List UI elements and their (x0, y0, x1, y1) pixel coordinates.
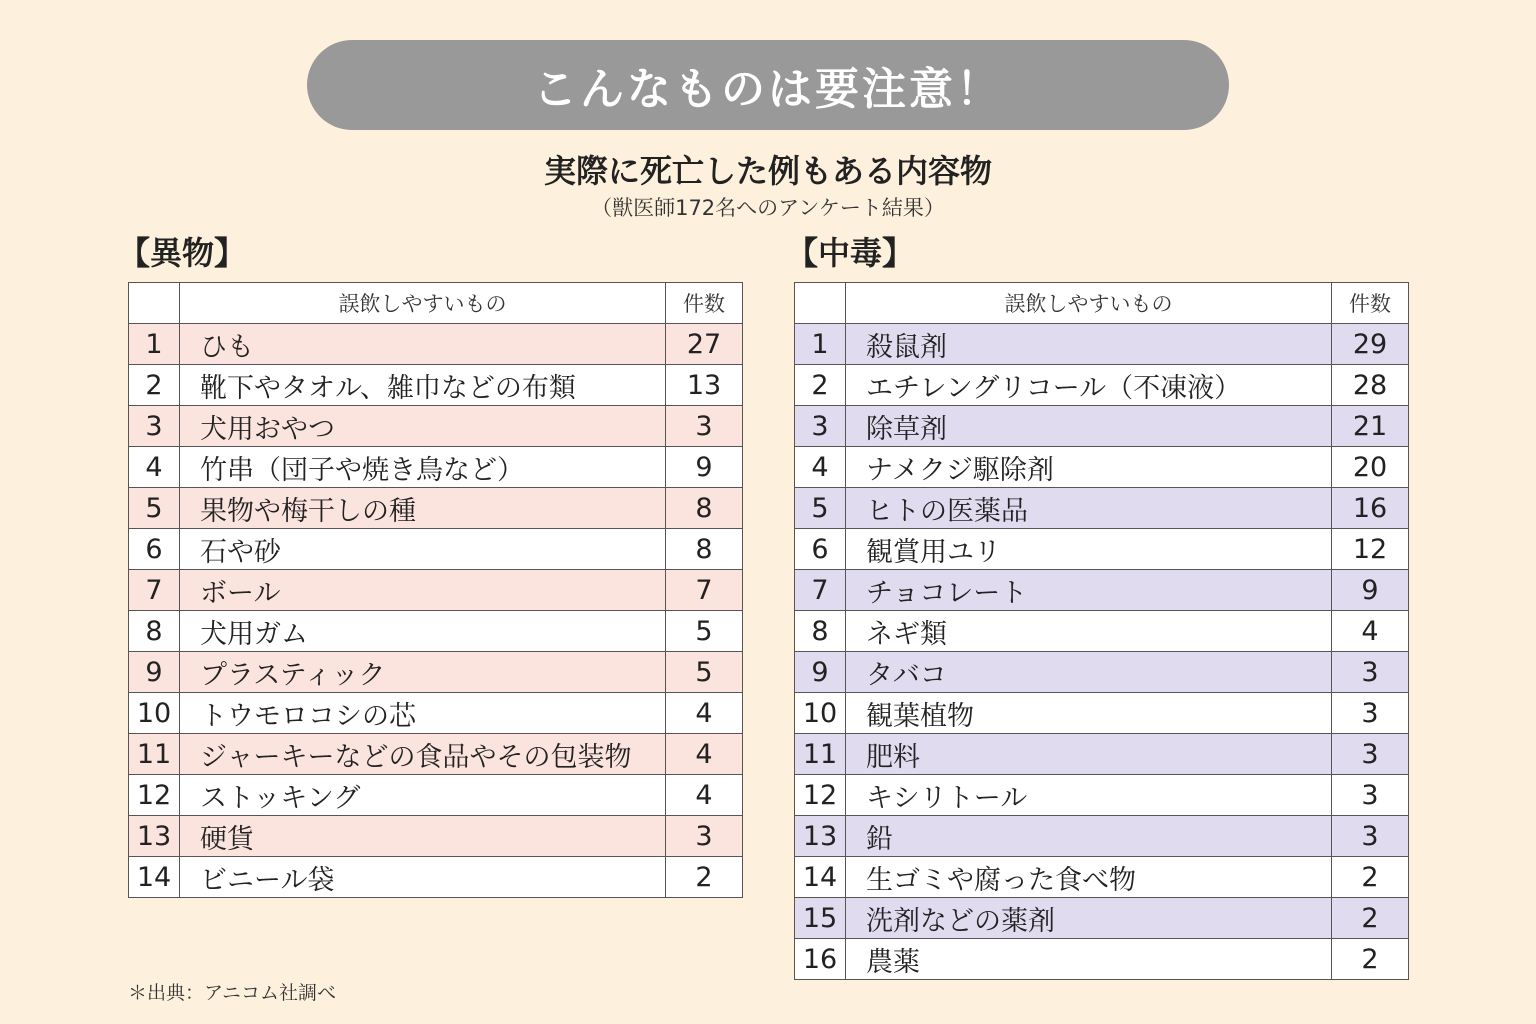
item-count: 3 (1332, 652, 1409, 693)
banner-title: こんなものは要注意！ (533, 64, 1003, 115)
item-count: 3 (1332, 775, 1409, 816)
item-name: 洗剤などの薬剤 (846, 898, 1332, 939)
table-row (795, 488, 1409, 529)
table-row (129, 529, 743, 570)
table-row (795, 570, 1409, 611)
table-row (795, 734, 1409, 775)
item-count: 4 (666, 734, 743, 775)
item-count: 16 (1332, 488, 1409, 529)
table-row (795, 611, 1409, 652)
item-count: 4 (666, 693, 743, 734)
item-count: 3 (1332, 816, 1409, 857)
item-name: 肥料 (846, 734, 1332, 775)
rank-number: 10 (129, 693, 180, 734)
table-row (129, 611, 743, 652)
table-header-row (795, 283, 1409, 324)
rank-number: 3 (129, 406, 180, 447)
rank-number: 10 (795, 693, 846, 734)
table-row (129, 693, 743, 734)
rank-number: 6 (129, 529, 180, 570)
table-row (795, 406, 1409, 447)
rank-number: 13 (129, 816, 180, 857)
rank-number: 4 (795, 447, 846, 488)
item-name: 殺鼠剤 (846, 324, 1332, 365)
item-count: 5 (666, 611, 743, 652)
header-item: 誤飲しやすいもの (180, 283, 666, 324)
table-row (795, 939, 1409, 980)
rank-number: 14 (129, 857, 180, 898)
item-count: 9 (666, 447, 743, 488)
item-count: 3 (666, 406, 743, 447)
rank-number: 16 (795, 939, 846, 980)
page-subtitle: 実際に死亡した例もある内容物 (543, 152, 992, 190)
rank-number: 2 (129, 365, 180, 406)
rank-number: 7 (795, 570, 846, 611)
item-count: 9 (1332, 570, 1409, 611)
table-row (795, 447, 1409, 488)
item-name: 生ゴミや腐った食べ物 (846, 857, 1332, 898)
item-name: ストッキング (180, 775, 666, 816)
foreign-objects-table (128, 282, 743, 898)
table-row (129, 570, 743, 611)
table-header-row (129, 283, 743, 324)
item-count: 2 (1332, 939, 1409, 980)
item-name: ボール (180, 570, 666, 611)
table-row (795, 857, 1409, 898)
item-name: 農薬 (846, 939, 1332, 980)
rank-number: 15 (795, 898, 846, 939)
item-name: 竹串（団子や焼き鳥など） (180, 447, 666, 488)
rank-number: 12 (795, 775, 846, 816)
rank-number: 14 (795, 857, 846, 898)
item-count: 3 (666, 816, 743, 857)
table-row (129, 406, 743, 447)
table-row (795, 775, 1409, 816)
table-row (129, 734, 743, 775)
table-row (795, 365, 1409, 406)
table-row (129, 857, 743, 898)
item-count: 28 (1332, 365, 1409, 406)
item-count: 3 (1332, 693, 1409, 734)
rank-number: 2 (795, 365, 846, 406)
rank-number: 13 (795, 816, 846, 857)
item-name: ビニール袋 (180, 857, 666, 898)
header-item: 誤飲しやすいもの (846, 283, 1332, 324)
table-row (795, 816, 1409, 857)
rank-number: 1 (129, 324, 180, 365)
rank-number: 11 (795, 734, 846, 775)
item-name: 犬用ガム (180, 611, 666, 652)
rank-number: 4 (129, 447, 180, 488)
title-banner (307, 40, 1229, 130)
header-count: 件数 (666, 283, 743, 324)
item-count: 4 (666, 775, 743, 816)
item-count: 8 (666, 488, 743, 529)
item-name: チョコレート (846, 570, 1332, 611)
table-row (129, 652, 743, 693)
poisoning-heading: 【中毒】 (786, 234, 915, 272)
item-count: 13 (666, 365, 743, 406)
item-name: ヒトの医薬品 (846, 488, 1332, 529)
item-name: ジャーキーなどの食品やその包装物 (180, 734, 666, 775)
rank-number: 9 (129, 652, 180, 693)
survey-source-note: （獣医師172名へのアンケート結果） (591, 196, 945, 220)
item-name: 石や砂 (180, 529, 666, 570)
poisoning-table (794, 282, 1409, 980)
source-footnote: ＊出典：アニコム社調べ (128, 982, 337, 1004)
item-count: 27 (666, 324, 743, 365)
item-name: トウモロコシの芯 (180, 693, 666, 734)
item-count: 3 (1332, 734, 1409, 775)
item-count: 5 (666, 652, 743, 693)
rank-number: 9 (795, 652, 846, 693)
table-row (129, 324, 743, 365)
item-name: ナメクジ駆除剤 (846, 447, 1332, 488)
table-row (129, 488, 743, 529)
table-row (795, 652, 1409, 693)
rank-number: 5 (129, 488, 180, 529)
item-name: 果物や梅干しの種 (180, 488, 666, 529)
item-count: 7 (666, 570, 743, 611)
item-count: 2 (1332, 898, 1409, 939)
table-row (129, 775, 743, 816)
item-count: 4 (1332, 611, 1409, 652)
rank-number: 8 (795, 611, 846, 652)
rank-number: 8 (129, 611, 180, 652)
rank-number: 6 (795, 529, 846, 570)
table-row (129, 816, 743, 857)
header-count: 件数 (1332, 283, 1409, 324)
rank-number: 5 (795, 488, 846, 529)
table-row (795, 898, 1409, 939)
item-name: キシリトール (846, 775, 1332, 816)
table-row (795, 324, 1409, 365)
item-name: タバコ (846, 652, 1332, 693)
item-count: 2 (1332, 857, 1409, 898)
item-count: 29 (1332, 324, 1409, 365)
rank-number: 3 (795, 406, 846, 447)
item-name: 鉛 (846, 816, 1332, 857)
table-row (795, 529, 1409, 570)
table-row (129, 447, 743, 488)
table-row (129, 365, 743, 406)
item-name: プラスティック (180, 652, 666, 693)
rank-number: 1 (795, 324, 846, 365)
rank-number: 7 (129, 570, 180, 611)
item-name: 観葉植物 (846, 693, 1332, 734)
item-name: 硬貨 (180, 816, 666, 857)
header-no (795, 283, 846, 324)
foreign-objects-heading: 【異物】 (118, 234, 247, 272)
header-no (129, 283, 180, 324)
item-count: 21 (1332, 406, 1409, 447)
item-name: ネギ類 (846, 611, 1332, 652)
item-count: 8 (666, 529, 743, 570)
rank-number: 11 (129, 734, 180, 775)
item-count: 12 (1332, 529, 1409, 570)
item-name: 観賞用ユリ (846, 529, 1332, 570)
rank-number: 12 (129, 775, 180, 816)
item-count: 2 (666, 857, 743, 898)
item-name: 除草剤 (846, 406, 1332, 447)
item-count: 20 (1332, 447, 1409, 488)
item-name: 犬用おやつ (180, 406, 666, 447)
item-name: 靴下やタオル、雑巾などの布類 (180, 365, 666, 406)
table-row (795, 693, 1409, 734)
item-name: ひも (180, 324, 666, 365)
item-name: エチレングリコール（不凍液） (846, 365, 1332, 406)
